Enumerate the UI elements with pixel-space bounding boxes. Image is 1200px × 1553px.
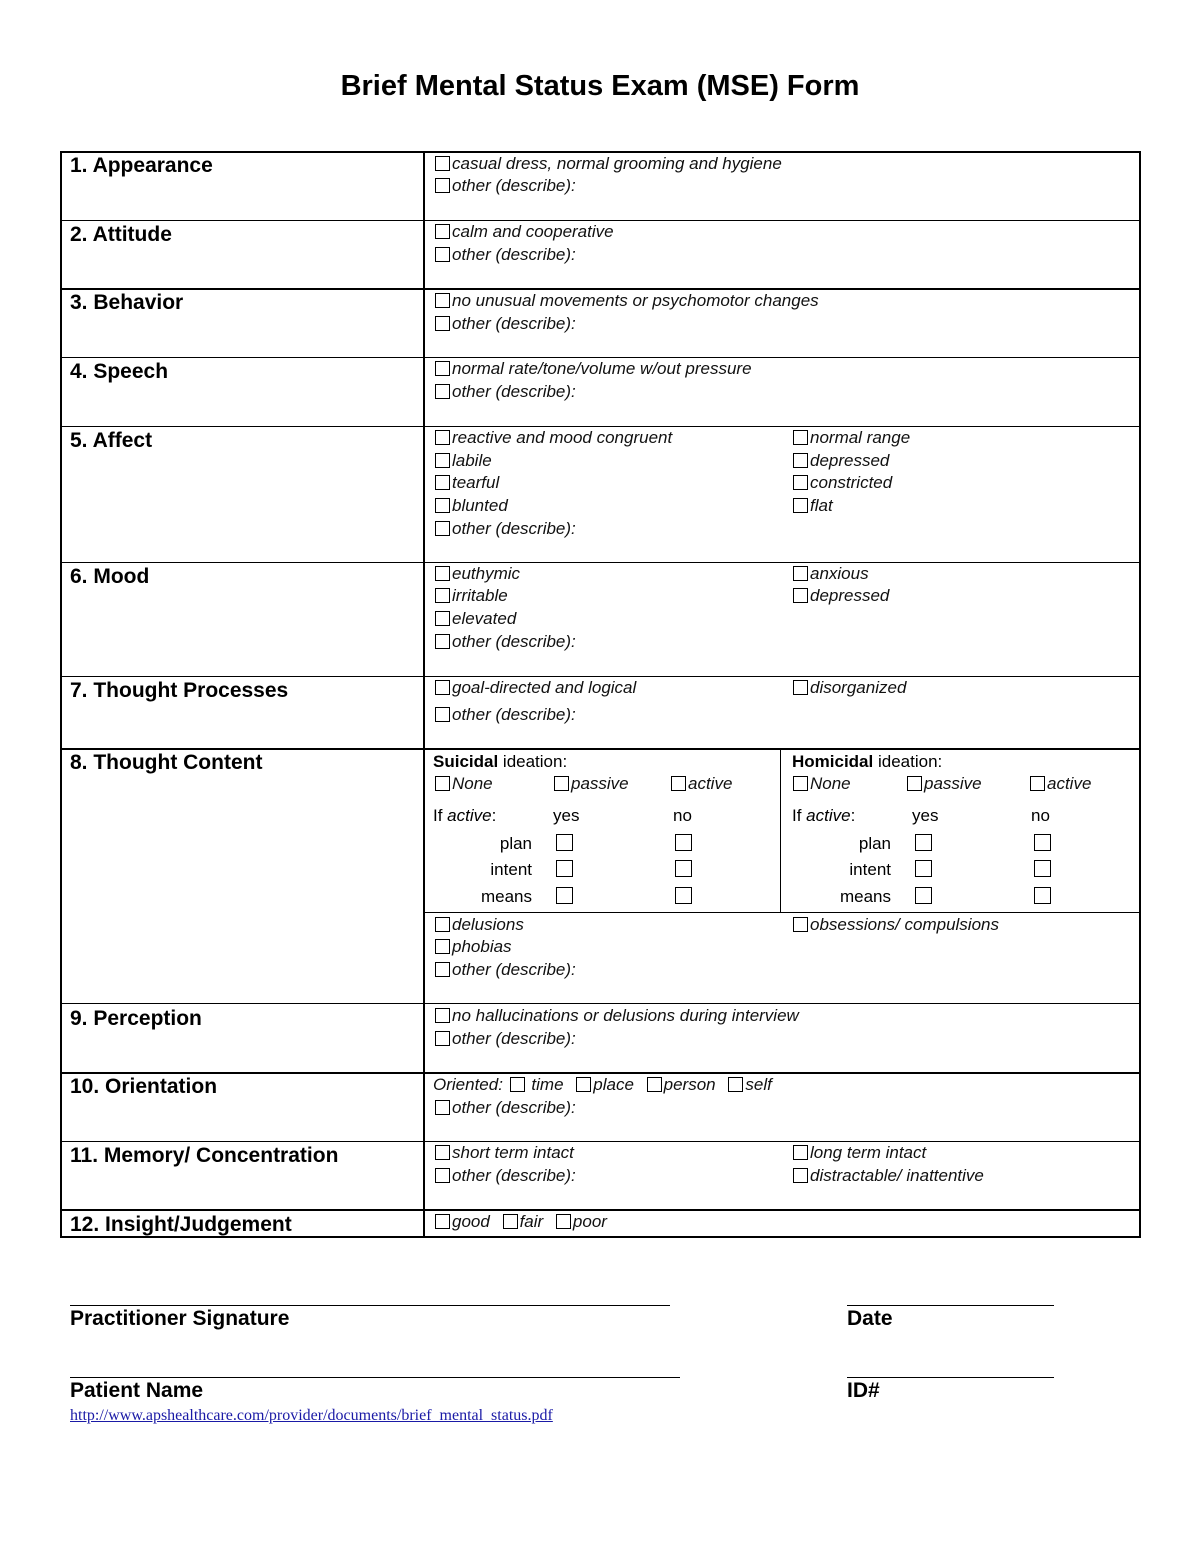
checkbox-icon[interactable] [435,1214,450,1229]
row-divider [60,748,1141,750]
memory-label: 11. Memory/ Concentration [70,1144,339,1167]
thought-content-option[interactable]: obsessions/ compulsions [793,915,999,935]
attitude-other-option[interactable]: other (describe): [435,245,576,265]
checkbox-icon[interactable] [435,453,450,468]
memory-option[interactable]: short term intact [435,1143,574,1163]
suicidal-plan-no-checkbox[interactable] [675,834,692,851]
orientation-other-option[interactable]: other (describe): [435,1098,576,1118]
perception-label: 9. Perception [70,1007,202,1030]
homicidal-intent-label: intent [849,860,891,879]
thought-processes-label: 7. Thought Processes [70,679,289,702]
page-title: Brief Mental Status Exam (MSE) Form [340,70,860,102]
homicidal-plan-no-checkbox[interactable] [1034,834,1051,851]
row-divider [424,912,1141,913]
id-label: ID# [847,1379,880,1402]
checkbox-icon[interactable] [576,1077,591,1092]
affect-option[interactable]: other (describe): [435,519,576,539]
suicidal-if-active: If active: [433,806,497,825]
homicidal-if-active: If active: [792,806,856,825]
affect-option[interactable]: reactive and mood congruent [435,428,672,448]
memory-option[interactable]: other (describe): [435,1166,576,1186]
homicidal-plan-label: plan [858,834,891,853]
checkbox-icon[interactable] [435,475,450,490]
homicidal-no-header: no [1031,806,1050,825]
checkbox-icon[interactable] [435,1145,450,1160]
checkbox-icon[interactable] [435,361,450,376]
row-divider [60,1072,1141,1074]
suicidal-intent-label: intent [490,860,532,879]
homicidal-yes-header: yes [912,806,939,825]
checkbox-icon[interactable] [793,776,808,791]
practitioner-signature-line[interactable] [70,1305,670,1306]
checkbox-icon[interactable] [793,453,808,468]
checkbox-icon[interactable] [435,776,450,791]
thought-processes-option[interactable]: disorganized [793,678,906,698]
checkbox-icon[interactable] [435,1168,450,1183]
speech-other-option[interactable]: other (describe): [435,382,576,402]
checkbox-icon[interactable] [793,680,808,695]
suicidal-heading: Suicidal ideation: [433,752,568,771]
insight-label: 12. Insight/Judgement [70,1213,292,1236]
checkbox-icon[interactable] [435,707,450,722]
memory-option[interactable]: distractable/ inattentive [793,1166,984,1186]
checkbox-icon[interactable] [435,634,450,649]
practitioner-signature-label: Practitioner Signature [70,1307,290,1330]
speech-label: 4. Speech [70,360,169,383]
checkbox-icon[interactable] [435,430,450,445]
mood-option[interactable]: depressed [793,586,889,606]
suicidal-means-label: means [480,887,532,906]
affect-option[interactable]: depressed [793,451,889,471]
thought-content-option[interactable]: delusions [435,915,524,935]
memory-option[interactable]: long term intact [793,1143,926,1163]
orientation-label: 10. Orientation [70,1075,218,1098]
suicidal-plan-yes-checkbox[interactable] [556,834,573,851]
row-divider [60,220,1141,221]
thought-content-label: 8. Thought Content [70,751,263,774]
homicidal-means-yes-checkbox[interactable] [915,887,932,904]
suicidal-passive-option[interactable]: passive [554,774,629,794]
suicidal-means-yes-checkbox[interactable] [556,887,573,904]
homicidal-active-option[interactable]: active [1030,774,1091,794]
date-line[interactable] [847,1305,1054,1306]
appearance-other-option[interactable]: other (describe): [435,176,576,196]
checkbox-icon[interactable] [793,566,808,581]
checkbox-icon[interactable] [435,680,450,695]
checkbox-icon[interactable] [435,293,450,308]
row-divider [60,562,1141,563]
thought-content-option[interactable]: other (describe): [435,960,576,980]
thought-processes-option[interactable]: other (describe): [435,705,576,725]
orientation-row: Oriented: time place person self [433,1075,772,1094]
homicidal-passive-option[interactable]: passive [907,774,982,794]
speech-normal-option[interactable]: normal rate/tone/volume w/out pressure [435,359,752,379]
column-divider [423,151,425,1238]
checkbox-icon[interactable] [510,1077,525,1092]
checkbox-icon[interactable] [728,1077,743,1092]
source-url-link[interactable]: http://www.apshealthcare.com/provider/documents/brief_mental_status.pdf [70,1407,553,1424]
homicidal-intent-yes-checkbox[interactable] [915,860,932,877]
checkbox-icon[interactable] [435,178,450,193]
suicidal-plan-label: plan [499,834,532,853]
affect-option[interactable]: labile [435,451,492,471]
checkbox-icon[interactable] [435,247,450,262]
checkbox-icon[interactable] [435,962,450,977]
checkbox-icon[interactable] [793,475,808,490]
suicidal-none-option[interactable]: None [435,774,493,794]
suicidal-means-no-checkbox[interactable] [675,887,692,904]
checkbox-icon[interactable] [435,566,450,581]
row-divider [60,288,1141,290]
affect-option[interactable]: normal range [793,428,910,448]
row-divider [60,357,1141,358]
checkbox-icon[interactable] [503,1214,518,1229]
attitude-label: 2. Attitude [70,223,172,246]
checkbox-icon[interactable] [793,430,808,445]
checkbox-icon[interactable] [435,224,450,239]
homicidal-plan-yes-checkbox[interactable] [915,834,932,851]
thought-content-option[interactable]: phobias [435,937,512,957]
suicidal-yes-header: yes [553,806,580,825]
checkbox-icon[interactable] [435,939,450,954]
checkbox-icon[interactable] [793,1168,808,1183]
attitude-normal-option[interactable]: calm and cooperative [435,222,614,242]
mood-option[interactable]: other (describe): [435,632,576,652]
checkbox-icon[interactable] [435,611,450,626]
row-divider [60,1141,1141,1142]
homicidal-means-no-checkbox[interactable] [1034,887,1051,904]
homicidal-heading: Homicidal ideation: [792,752,943,771]
thought-processes-option[interactable]: goal-directed and logical [435,678,636,698]
patient-name-line[interactable] [70,1377,680,1378]
affect-option[interactable]: flat [793,496,833,516]
row-divider [60,426,1141,427]
checkbox-icon[interactable] [435,156,450,171]
checkbox-icon[interactable] [907,776,922,791]
checkbox-icon[interactable] [435,384,450,399]
checkbox-icon[interactable] [435,498,450,513]
checkbox-icon[interactable] [647,1077,662,1092]
checkbox-icon[interactable] [435,1100,450,1115]
affect-option[interactable]: blunted [435,496,508,516]
appearance-label: 1. Appearance [70,154,213,177]
affect-option[interactable]: constricted [793,473,892,493]
row-divider [60,1003,1141,1004]
ideation-divider [780,749,781,912]
mood-label: 6. Mood [70,565,150,588]
checkbox-icon[interactable] [793,1145,808,1160]
checkbox-icon[interactable] [793,588,808,603]
mood-option[interactable]: irritable [435,586,508,606]
checkbox-icon[interactable] [435,1031,450,1046]
checkbox-icon[interactable] [671,776,686,791]
checkbox-icon[interactable] [556,1214,571,1229]
checkbox-icon[interactable] [435,521,450,536]
affect-label: 5. Affect [70,429,153,452]
homicidal-intent-no-checkbox[interactable] [1034,860,1051,877]
id-line[interactable] [847,1377,1054,1378]
suicidal-no-header: no [673,806,692,825]
behavior-normal-option[interactable]: no unusual movements or psychomotor changes [435,291,819,311]
row-divider [60,676,1141,677]
mood-option[interactable]: anxious [793,564,869,584]
appearance-normal-option[interactable]: casual dress, normal grooming and hygiene [435,154,782,174]
mood-option[interactable]: elevated [435,609,516,629]
checkbox-icon[interactable] [435,917,450,932]
behavior-label: 3. Behavior [70,291,184,314]
mood-option[interactable]: euthymic [435,564,520,584]
checkbox-icon[interactable] [435,316,450,331]
suicidal-intent-no-checkbox[interactable] [675,860,692,877]
affect-option[interactable]: tearful [435,473,499,493]
date-label: Date [847,1307,893,1330]
checkbox-icon[interactable] [793,917,808,932]
checkbox-icon[interactable] [435,1008,450,1023]
suicidal-intent-yes-checkbox[interactable] [556,860,573,877]
perception-normal-option[interactable]: no hallucinations or delusions during interview [435,1006,799,1026]
insight-row: good fair poor [435,1212,607,1232]
suicidal-active-option[interactable]: active [671,774,732,794]
checkbox-icon[interactable] [1030,776,1045,791]
checkbox-icon[interactable] [435,588,450,603]
behavior-other-option[interactable]: other (describe): [435,314,576,334]
row-divider [60,1209,1141,1211]
perception-other-option[interactable]: other (describe): [435,1029,576,1049]
patient-name-label: Patient Name [70,1379,204,1402]
checkbox-icon[interactable] [554,776,569,791]
homicidal-means-label: means [839,887,891,906]
homicidal-none-option[interactable]: None [793,774,851,794]
checkbox-icon[interactable] [793,498,808,513]
